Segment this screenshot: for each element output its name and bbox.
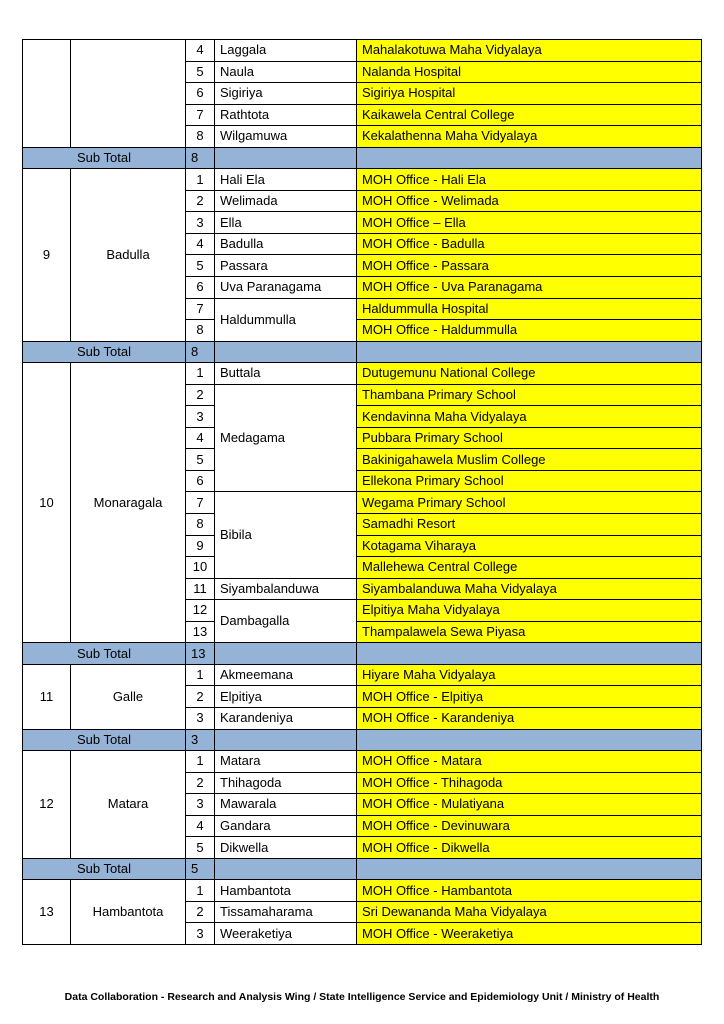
- vaccination-center: Kendavinna Maha Vidyalaya: [357, 406, 702, 428]
- subtotal-value: 8: [186, 147, 215, 169]
- row-number: 6: [186, 277, 215, 299]
- row-number: 2: [186, 772, 215, 794]
- row-number: 5: [186, 61, 215, 83]
- row-number: 12: [186, 600, 215, 622]
- vaccination-center: MOH Office - Devinuwara: [357, 815, 702, 837]
- moh-division: Uva Paranagama: [215, 277, 357, 299]
- district-name: Badulla: [71, 169, 186, 341]
- vaccination-center: MOH Office - Thihagoda: [357, 772, 702, 794]
- vaccination-center: MOH Office - Karandeniya: [357, 707, 702, 729]
- vaccination-center: Pubbara Primary School: [357, 427, 702, 449]
- subtotal-label: Sub Total: [23, 643, 186, 665]
- moh-division: Dikwella: [215, 837, 357, 859]
- vaccination-center: MOH Office - Hambantota: [357, 880, 702, 902]
- row-number: 3: [186, 707, 215, 729]
- vaccination-center: Thambana Primary School: [357, 384, 702, 406]
- page-footer: Data Collaboration - Research and Analysis Wing / State Intelligence Service and Epidemiology Unit / Ministry of Health: [64, 991, 660, 1003]
- moh-division: Hambantota: [215, 880, 357, 902]
- vaccination-center: MOH Office - Haldummulla: [357, 320, 702, 342]
- vaccination-center: Wegama Primary School: [357, 492, 702, 514]
- row-number: 4: [186, 815, 215, 837]
- vaccination-center: Thampalawela Sewa Piyasa: [357, 621, 702, 643]
- row-number: 1: [186, 363, 215, 385]
- district-number: 11: [23, 664, 71, 729]
- vaccination-center: MOH Office - Badulla: [357, 233, 702, 255]
- vaccination-center: Mahalakotuwa Maha Vidyalaya: [357, 40, 702, 62]
- subtotal-empty: [357, 341, 702, 363]
- moh-division: Haldummulla: [215, 298, 357, 341]
- table-row: [23, 880, 702, 902]
- table-body: [23, 40, 702, 945]
- subtotal-value: 5: [186, 858, 215, 880]
- subtotal-empty: [215, 341, 357, 363]
- subtotal-empty: [357, 643, 702, 665]
- subtotal-label: Sub Total: [23, 858, 186, 880]
- vaccination-center: Elpitiya Maha Vidyalaya: [357, 600, 702, 622]
- vaccination-center: MOH Office - Uva Paranagama: [357, 277, 702, 299]
- vaccination-center: Dutugemunu National College: [357, 363, 702, 385]
- subtotal-value: 13: [186, 643, 215, 665]
- vaccination-center: Haldummulla Hospital: [357, 298, 702, 320]
- subtotal-row: [23, 147, 702, 169]
- vaccination-center: Bakinigahawela Muslim College: [357, 449, 702, 471]
- moh-division: Buttala: [215, 363, 357, 385]
- moh-division: Medagama: [215, 384, 357, 492]
- table-row: [23, 664, 702, 686]
- moh-division: Hali Ela: [215, 169, 357, 191]
- vaccination-center: Ellekona Primary School: [357, 470, 702, 492]
- moh-division: Laggala: [215, 40, 357, 62]
- row-number: 11: [186, 578, 215, 600]
- subtotal-value: 8: [186, 341, 215, 363]
- moh-division: Wilgamuwa: [215, 126, 357, 148]
- district-number: 10: [23, 363, 71, 643]
- subtotal-empty: [215, 858, 357, 880]
- district-number: 9: [23, 169, 71, 341]
- vaccination-centers-table: [22, 39, 702, 945]
- row-number: 13: [186, 621, 215, 643]
- moh-division: Elpitiya: [215, 686, 357, 708]
- vaccination-center: Kaikawela Central College: [357, 104, 702, 126]
- district-name: Hambantota: [71, 880, 186, 945]
- subtotal-empty: [215, 729, 357, 751]
- vaccination-center: Sri Dewananda Maha Vidyalaya: [357, 901, 702, 923]
- district-name: Matara: [71, 751, 186, 859]
- row-number: 8: [186, 320, 215, 342]
- moh-division: Passara: [215, 255, 357, 277]
- table-row: [23, 40, 702, 62]
- district-number: 13: [23, 880, 71, 945]
- subtotal-row: [23, 643, 702, 665]
- row-number: 3: [186, 794, 215, 816]
- vaccination-center: Kotagama Viharaya: [357, 535, 702, 557]
- subtotal-value: 3: [186, 729, 215, 751]
- vaccination-center: Samadhi Resort: [357, 514, 702, 536]
- row-number: 1: [186, 664, 215, 686]
- moh-division: Mawarala: [215, 794, 357, 816]
- row-number: 10: [186, 557, 215, 579]
- moh-division: Tissamaharama: [215, 901, 357, 923]
- subtotal-row: [23, 729, 702, 751]
- moh-division: Rathtota: [215, 104, 357, 126]
- subtotal-label: Sub Total: [23, 729, 186, 751]
- vaccination-center: MOH Office - Passara: [357, 255, 702, 277]
- row-number: 7: [186, 492, 215, 514]
- row-number: 6: [186, 83, 215, 105]
- row-number: 4: [186, 233, 215, 255]
- moh-division: Bibila: [215, 492, 357, 578]
- row-number: 9: [186, 535, 215, 557]
- row-number: 8: [186, 514, 215, 536]
- subtotal-empty: [357, 729, 702, 751]
- vaccination-center: MOH Office - Welimada: [357, 190, 702, 212]
- district-name: Galle: [71, 664, 186, 729]
- district-number: 12: [23, 751, 71, 859]
- moh-division: Siyambalanduwa: [215, 578, 357, 600]
- moh-division: Naula: [215, 61, 357, 83]
- district-name: [71, 40, 186, 148]
- vaccination-center: MOH Office - Mulatiyana: [357, 794, 702, 816]
- moh-division: Akmeemana: [215, 664, 357, 686]
- row-number: 2: [186, 384, 215, 406]
- table-row: [23, 363, 702, 385]
- moh-division: Ella: [215, 212, 357, 234]
- row-number: 1: [186, 880, 215, 902]
- subtotal-row: [23, 858, 702, 880]
- row-number: 3: [186, 923, 215, 945]
- moh-division: Matara: [215, 751, 357, 773]
- subtotal-empty: [215, 643, 357, 665]
- moh-division: Thihagoda: [215, 772, 357, 794]
- vaccination-center: MOH Office – Ella: [357, 212, 702, 234]
- district-name: Monaragala: [71, 363, 186, 643]
- row-number: 4: [186, 427, 215, 449]
- subtotal-empty: [215, 147, 357, 169]
- table-row: [23, 169, 702, 191]
- vaccination-center: MOH Office - Matara: [357, 751, 702, 773]
- subtotal-empty: [357, 858, 702, 880]
- row-number: 4: [186, 40, 215, 62]
- moh-division: Weeraketiya: [215, 923, 357, 945]
- vaccination-center: Mallehewa Central College: [357, 557, 702, 579]
- subtotal-label: Sub Total: [23, 341, 186, 363]
- moh-division: Badulla: [215, 233, 357, 255]
- subtotal-empty: [357, 147, 702, 169]
- vaccination-center: MOH Office - Hali Ela: [357, 169, 702, 191]
- row-number: 1: [186, 751, 215, 773]
- row-number: 5: [186, 255, 215, 277]
- vaccination-center: MOH Office - Elpitiya: [357, 686, 702, 708]
- row-number: 3: [186, 212, 215, 234]
- subtotal-label: Sub Total: [23, 147, 186, 169]
- table-row: [23, 751, 702, 773]
- row-number: 1: [186, 169, 215, 191]
- row-number: 2: [186, 686, 215, 708]
- row-number: 5: [186, 837, 215, 859]
- vaccination-center: MOH Office - Dikwella: [357, 837, 702, 859]
- moh-division: Welimada: [215, 190, 357, 212]
- district-number: [23, 40, 71, 148]
- moh-division: Dambagalla: [215, 600, 357, 643]
- vaccination-center: Kekalathenna Maha Vidyalaya: [357, 126, 702, 148]
- row-number: 7: [186, 104, 215, 126]
- vaccination-center: Hiyare Maha Vidyalaya: [357, 664, 702, 686]
- subtotal-row: [23, 341, 702, 363]
- vaccination-center: Sigiriya Hospital: [357, 83, 702, 105]
- row-number: 7: [186, 298, 215, 320]
- moh-division: Sigiriya: [215, 83, 357, 105]
- moh-division: Karandeniya: [215, 707, 357, 729]
- row-number: 8: [186, 126, 215, 148]
- row-number: 3: [186, 406, 215, 428]
- row-number: 2: [186, 190, 215, 212]
- vaccination-center: Siyambalanduwa Maha Vidyalaya: [357, 578, 702, 600]
- row-number: 5: [186, 449, 215, 471]
- row-number: 2: [186, 901, 215, 923]
- moh-division: Gandara: [215, 815, 357, 837]
- row-number: 6: [186, 470, 215, 492]
- vaccination-center: MOH Office - Weeraketiya: [357, 923, 702, 945]
- vaccination-center: Nalanda Hospital: [357, 61, 702, 83]
